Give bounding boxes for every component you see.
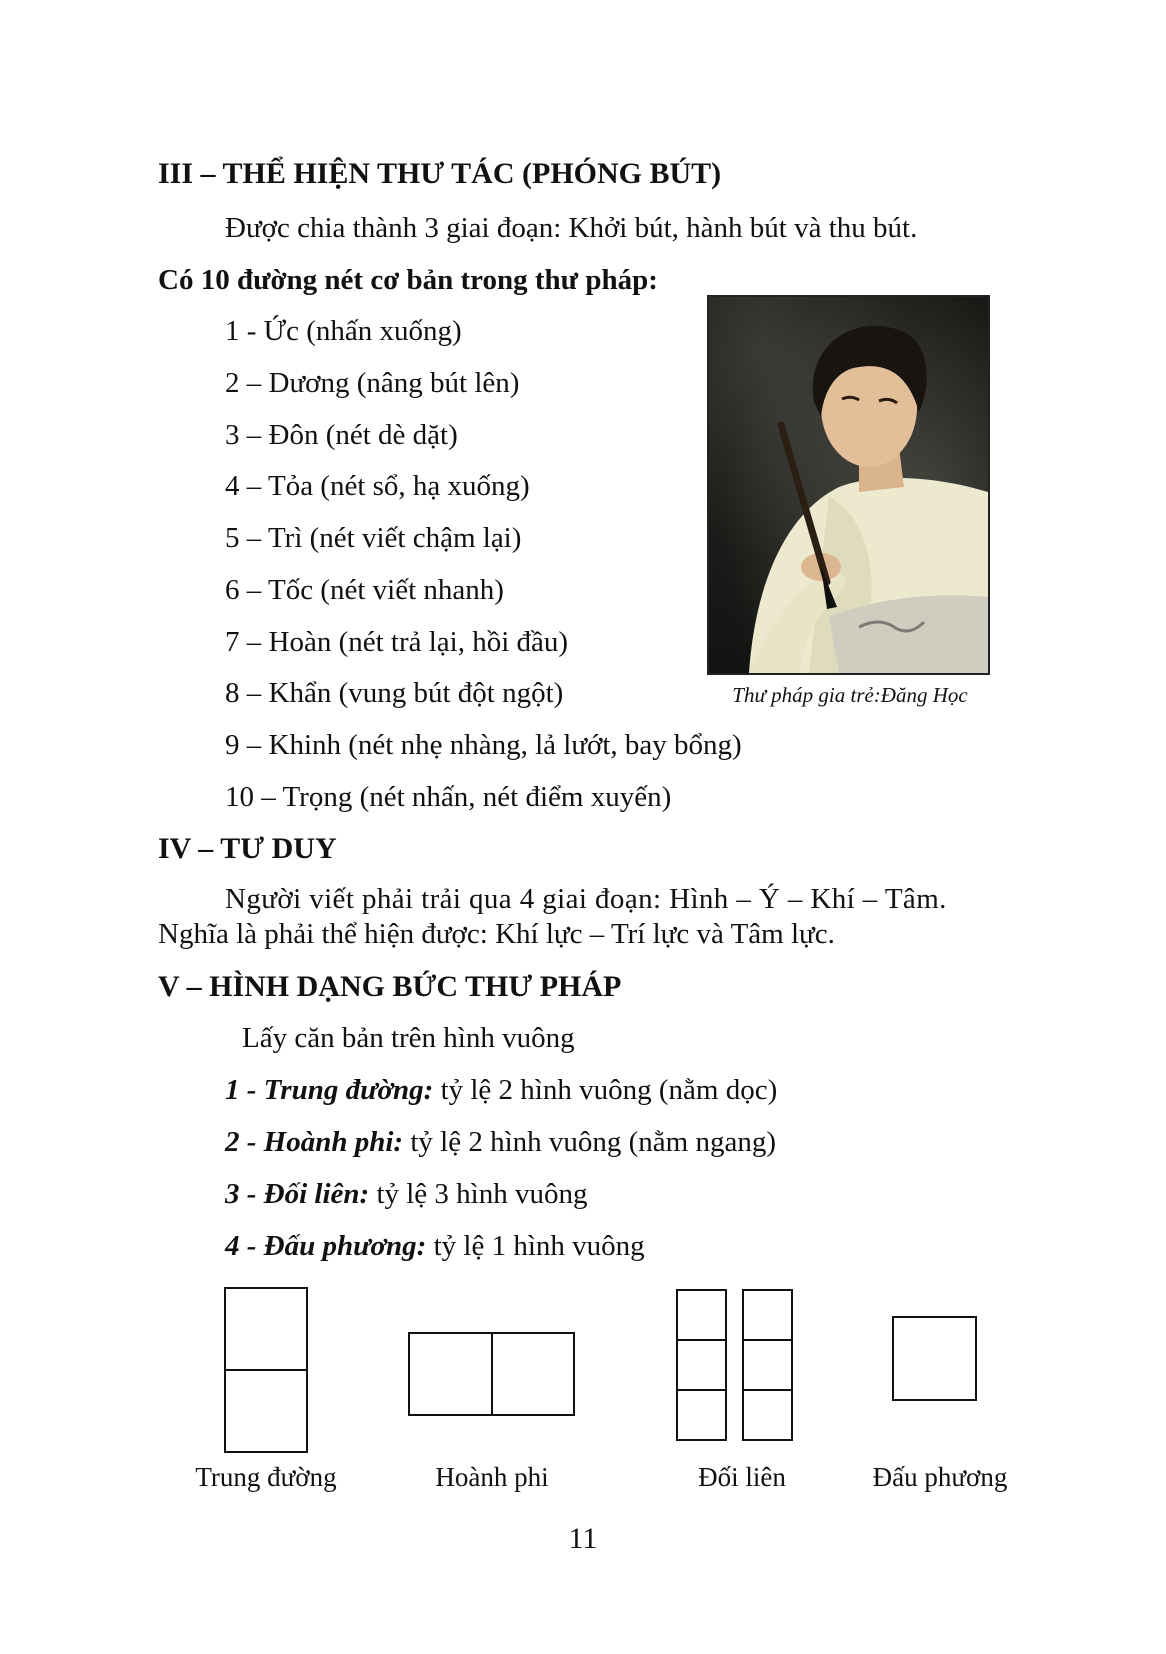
list-item: 4 – Tỏa (nét sổ, hạ xuống) bbox=[225, 470, 530, 502]
diagram-label-doi-lien: Đối liên bbox=[698, 1462, 786, 1492]
list-item: 2 – Dương (nâng bút lên) bbox=[225, 367, 520, 399]
dau-phuong-square bbox=[892, 1316, 977, 1401]
section-5-heading: V – HÌNH DẠNG BỨC THƯ PHÁP bbox=[158, 970, 622, 1003]
trung-duong-square-top bbox=[224, 1287, 308, 1371]
shape-desc: tỷ lệ 1 hình vuông bbox=[426, 1230, 645, 1262]
trung-duong-square-bottom bbox=[224, 1369, 308, 1453]
doi-lien-right-square-2 bbox=[742, 1339, 793, 1391]
section-3-heading: III – THỂ HIỆN THƯ TÁC (PHÓNG BÚT) bbox=[158, 157, 722, 190]
list-item: 1 - Ức (nhấn xuống) bbox=[225, 315, 462, 347]
diagram-label-hoanh-phi: Hoành phi bbox=[435, 1462, 549, 1492]
hoanh-phi-square-left bbox=[408, 1332, 493, 1416]
diagram-label-dau-phuong: Đấu phương bbox=[872, 1462, 1008, 1492]
shape-item-2 bbox=[225, 1126, 776, 1159]
section-4-line-1: Người viết phải trải qua 4 giai đoạn: Hình – Ý – Khí – Tâm. bbox=[225, 883, 947, 915]
doi-lien-right-square-3 bbox=[742, 1389, 793, 1441]
shape-desc: tỷ lệ 2 hình vuông (nằm dọc) bbox=[433, 1074, 778, 1106]
section-3-intro: Được chia thành 3 giai đoạn: Khởi bút, hành bút và thu bút. bbox=[225, 212, 918, 244]
calligrapher-photo bbox=[707, 295, 990, 675]
shape-term: 3 - Đối liên: bbox=[225, 1178, 370, 1210]
doi-lien-right-square-1 bbox=[742, 1289, 793, 1341]
section-4-heading: IV – TƯ DUY bbox=[158, 832, 337, 865]
list-item: 3 – Đôn (nét dè dặt) bbox=[225, 419, 458, 451]
shape-term: 1 - Trung đường: bbox=[225, 1074, 434, 1106]
section-3-subheading: Có 10 đường nét cơ bản trong thư pháp: bbox=[158, 264, 658, 296]
doi-lien-left-square-3 bbox=[676, 1389, 727, 1441]
section-4-line-2: Nghĩa là phải thể hiện được: Khí lực – Trí lực và Tâm lực. bbox=[158, 918, 835, 950]
calligrapher-illustration bbox=[709, 297, 988, 673]
shape-term: 4 - Đấu phương: bbox=[225, 1230, 427, 1262]
list-item: 6 – Tốc (nét viết nhanh) bbox=[225, 574, 504, 606]
list-item: 7 – Hoàn (nét trả lại, hồi đầu) bbox=[225, 626, 569, 658]
doi-lien-left-square-2 bbox=[676, 1339, 727, 1391]
list-item: 10 – Trọng (nét nhấn, nét điểm xuyến) bbox=[225, 781, 672, 813]
list-item: 5 – Trì (nét viết chậm lại) bbox=[225, 522, 522, 554]
shape-desc: tỷ lệ 3 hình vuông bbox=[369, 1178, 588, 1210]
list-item: 9 – Khinh (nét nhẹ nhàng, lả lướt, bay bổng) bbox=[225, 729, 742, 761]
shape-item-1 bbox=[225, 1074, 777, 1107]
shape-term: 2 - Hoành phi: bbox=[225, 1126, 404, 1158]
shape-item-3 bbox=[225, 1178, 587, 1211]
hoanh-phi-square-right bbox=[491, 1332, 575, 1416]
shape-desc: tỷ lệ 2 hình vuông (nằm ngang) bbox=[403, 1126, 776, 1158]
doi-lien-left-square-1 bbox=[676, 1289, 727, 1341]
diagram-label-trung-duong: Trung đường bbox=[195, 1462, 337, 1492]
page-number: 11 bbox=[568, 1522, 598, 1555]
list-item: 8 – Khẩn (vung bút đột ngột) bbox=[225, 677, 564, 709]
photo-caption: Thư pháp gia trẻ:Đăng Học bbox=[732, 683, 968, 707]
section-5-intro: Lấy căn bản trên hình vuông bbox=[242, 1022, 575, 1054]
shape-item-4 bbox=[225, 1230, 645, 1263]
